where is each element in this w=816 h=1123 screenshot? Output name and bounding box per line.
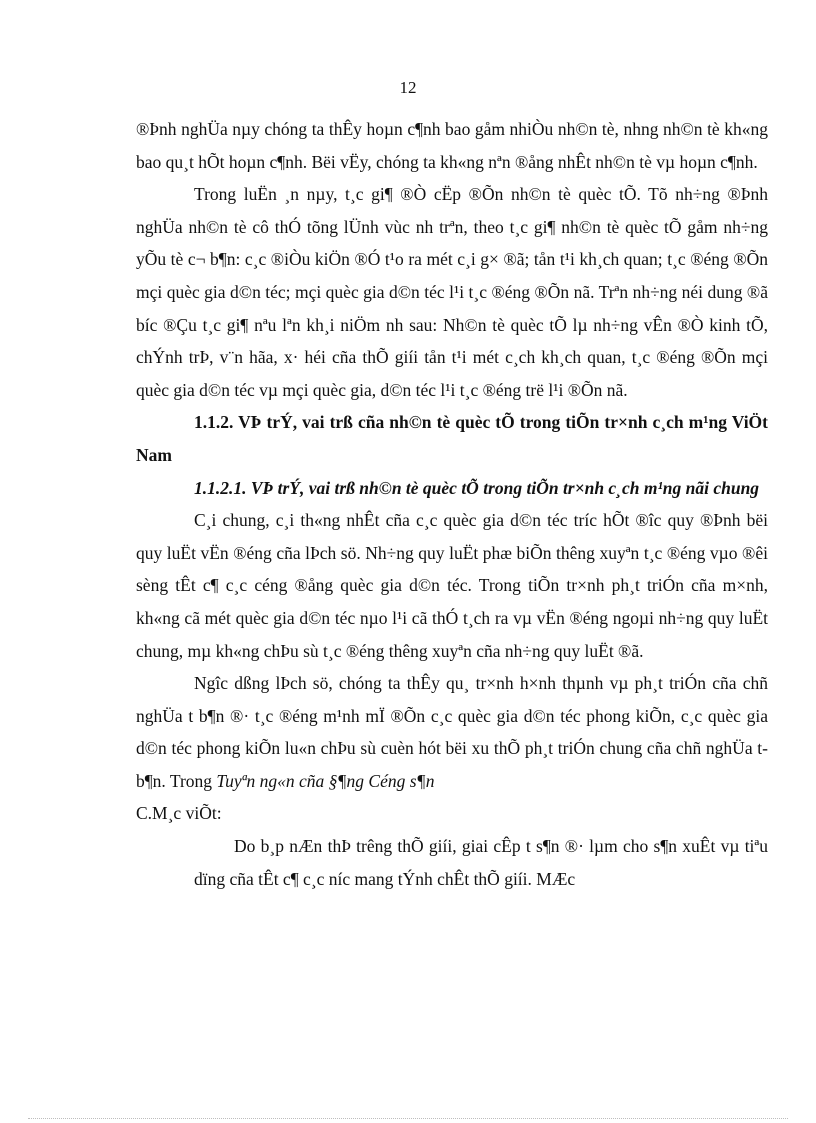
block-quote: Do b¸p nÆn thÞ trêng thÕ giíi, giai cÊp t s¶n ®· lµm cho s¶n xuÊt vµ tiªu dïng cña tÊt c¶ c¸c níc mang tÝnh chÊt thÕ giíi. MÆc [194,836,768,889]
paragraph-general-laws: C¸i chung, c¸i th«ng nhÊt cña c¸c quèc gia d©n téc tríc hÕt ®îc quy ®Þnh bëi quy luËt vËn ®éng cña lÞch sö. Nh÷ng quy luËt phæ biÕn thêng xuyªn t¸c ®éng vµo ®êi sèng tÊt c¶ c¸c céng ®ång quèc gia d©n téc. Trong tiÕn tr×nh ph¸t triÓn cña m×nh, kh«ng cã mét quèc gia d©n téc nµo l¹i cã thÓ t¸ch ra vµ vËn ®éng ngoµi nh÷ng quy luËt chung, mµ kh«ng chÞu sù t¸c ®éng thêng xuyªn cña nh÷ng quy luËt ®ã. [136,510,768,661]
author-attribution: C.M¸c viÕt: [136,803,222,824]
page-bottom-rule [28,1118,788,1119]
paragraph-definition-continued: ®Þnh nghÜa nµy chóng ta thÊy hoµn c¶nh bao gåm nhiÒu nh©n tè, nhng nh©n tè kh«ng bao qu¸t hÕt hoµn c¶nh. Bëi vËy, chóng ta kh«ng nªn ®ång nhÊt nh©n tè vµ hoµn c¶nh. [136,119,768,172]
paragraph-international-factor-concept: Trong luËn ¸n nµy, t¸c gi¶ ®Ò cËp ®Õn nh©n tè quèc tÕ. Tõ nh÷ng ®Þnh nghÜa nh©n tè cô thÓ tõng lÜnh vùc nh trªn, theo t¸c gi¶ nh©n tè quèc tÕ gåm nh÷ng yÕu tè c¬ b¶n: c¸c ®iÒu kiÖn ®Ó t¹o ra mét c¸i g× ®ã; tån t¹i kh¸ch quan; t¸c ®éng ®Õn mçi quèc gia d©n téc; mçi quèc gia d©n téc l¹i t¸c ®éng ®Õn nã. Trªn nh÷ng néi dung ®ã bíc ®Çu t¸c gi¶ nªu lªn kh¸i niÖm nh sau: Nh©n tè quèc tÕ lµ nh÷ng vÊn ®Ò kinh tÕ, chÝnh trÞ, v¨n hãa, x· héi cña thÕ giíi tån t¹i mét c¸ch kh¸ch quan, t¸c ®éng ®Õn mçi quèc gia d©n téc vµ mçi quèc gia, d©n téc l¹i t¸c ®éng trë l¹i ®Õn nã. [136,184,768,400]
section-heading-1-1-2: 1.1.2. VÞ trÝ, vai trß cña nh©n tè quèc tÕ trong tiÕn tr×nh c¸ch m¹ng ViÖt Nam [136,412,768,465]
paragraph-capitalism-history [136,667,768,830]
page-number: 12 [399,78,417,97]
paragraph-capitalism-text: Ngîc dßng lÞch sö, chóng ta thÊy qu¸ tr×nh h×nh thµnh vµ ph¸t triÓn cña chñ nghÜa t b¶n ®· t¸c ®éng m¹nh mÏ ®Õn c¸c quèc gia d©n téc phong kiÕn, c¸c quèc gia d©n téc phong kiÕn lu«n chÞu sù cuèn hót bëi xu thÕ ph¸t triÓn chung cña chñ nghÜa t b¶n. Trong [136,673,768,791]
body-text [136,113,768,895]
section-heading-1-1-2-1: 1.1.2.1. VÞ trÝ, vai trß nh©n tè quèc tÕ trong tiÕn tr×nh c¸ch m¹ng nãi chung [194,477,760,498]
manifesto-title: Tuyªn ng«n cña §¶ng Céng s¶n [216,770,435,791]
